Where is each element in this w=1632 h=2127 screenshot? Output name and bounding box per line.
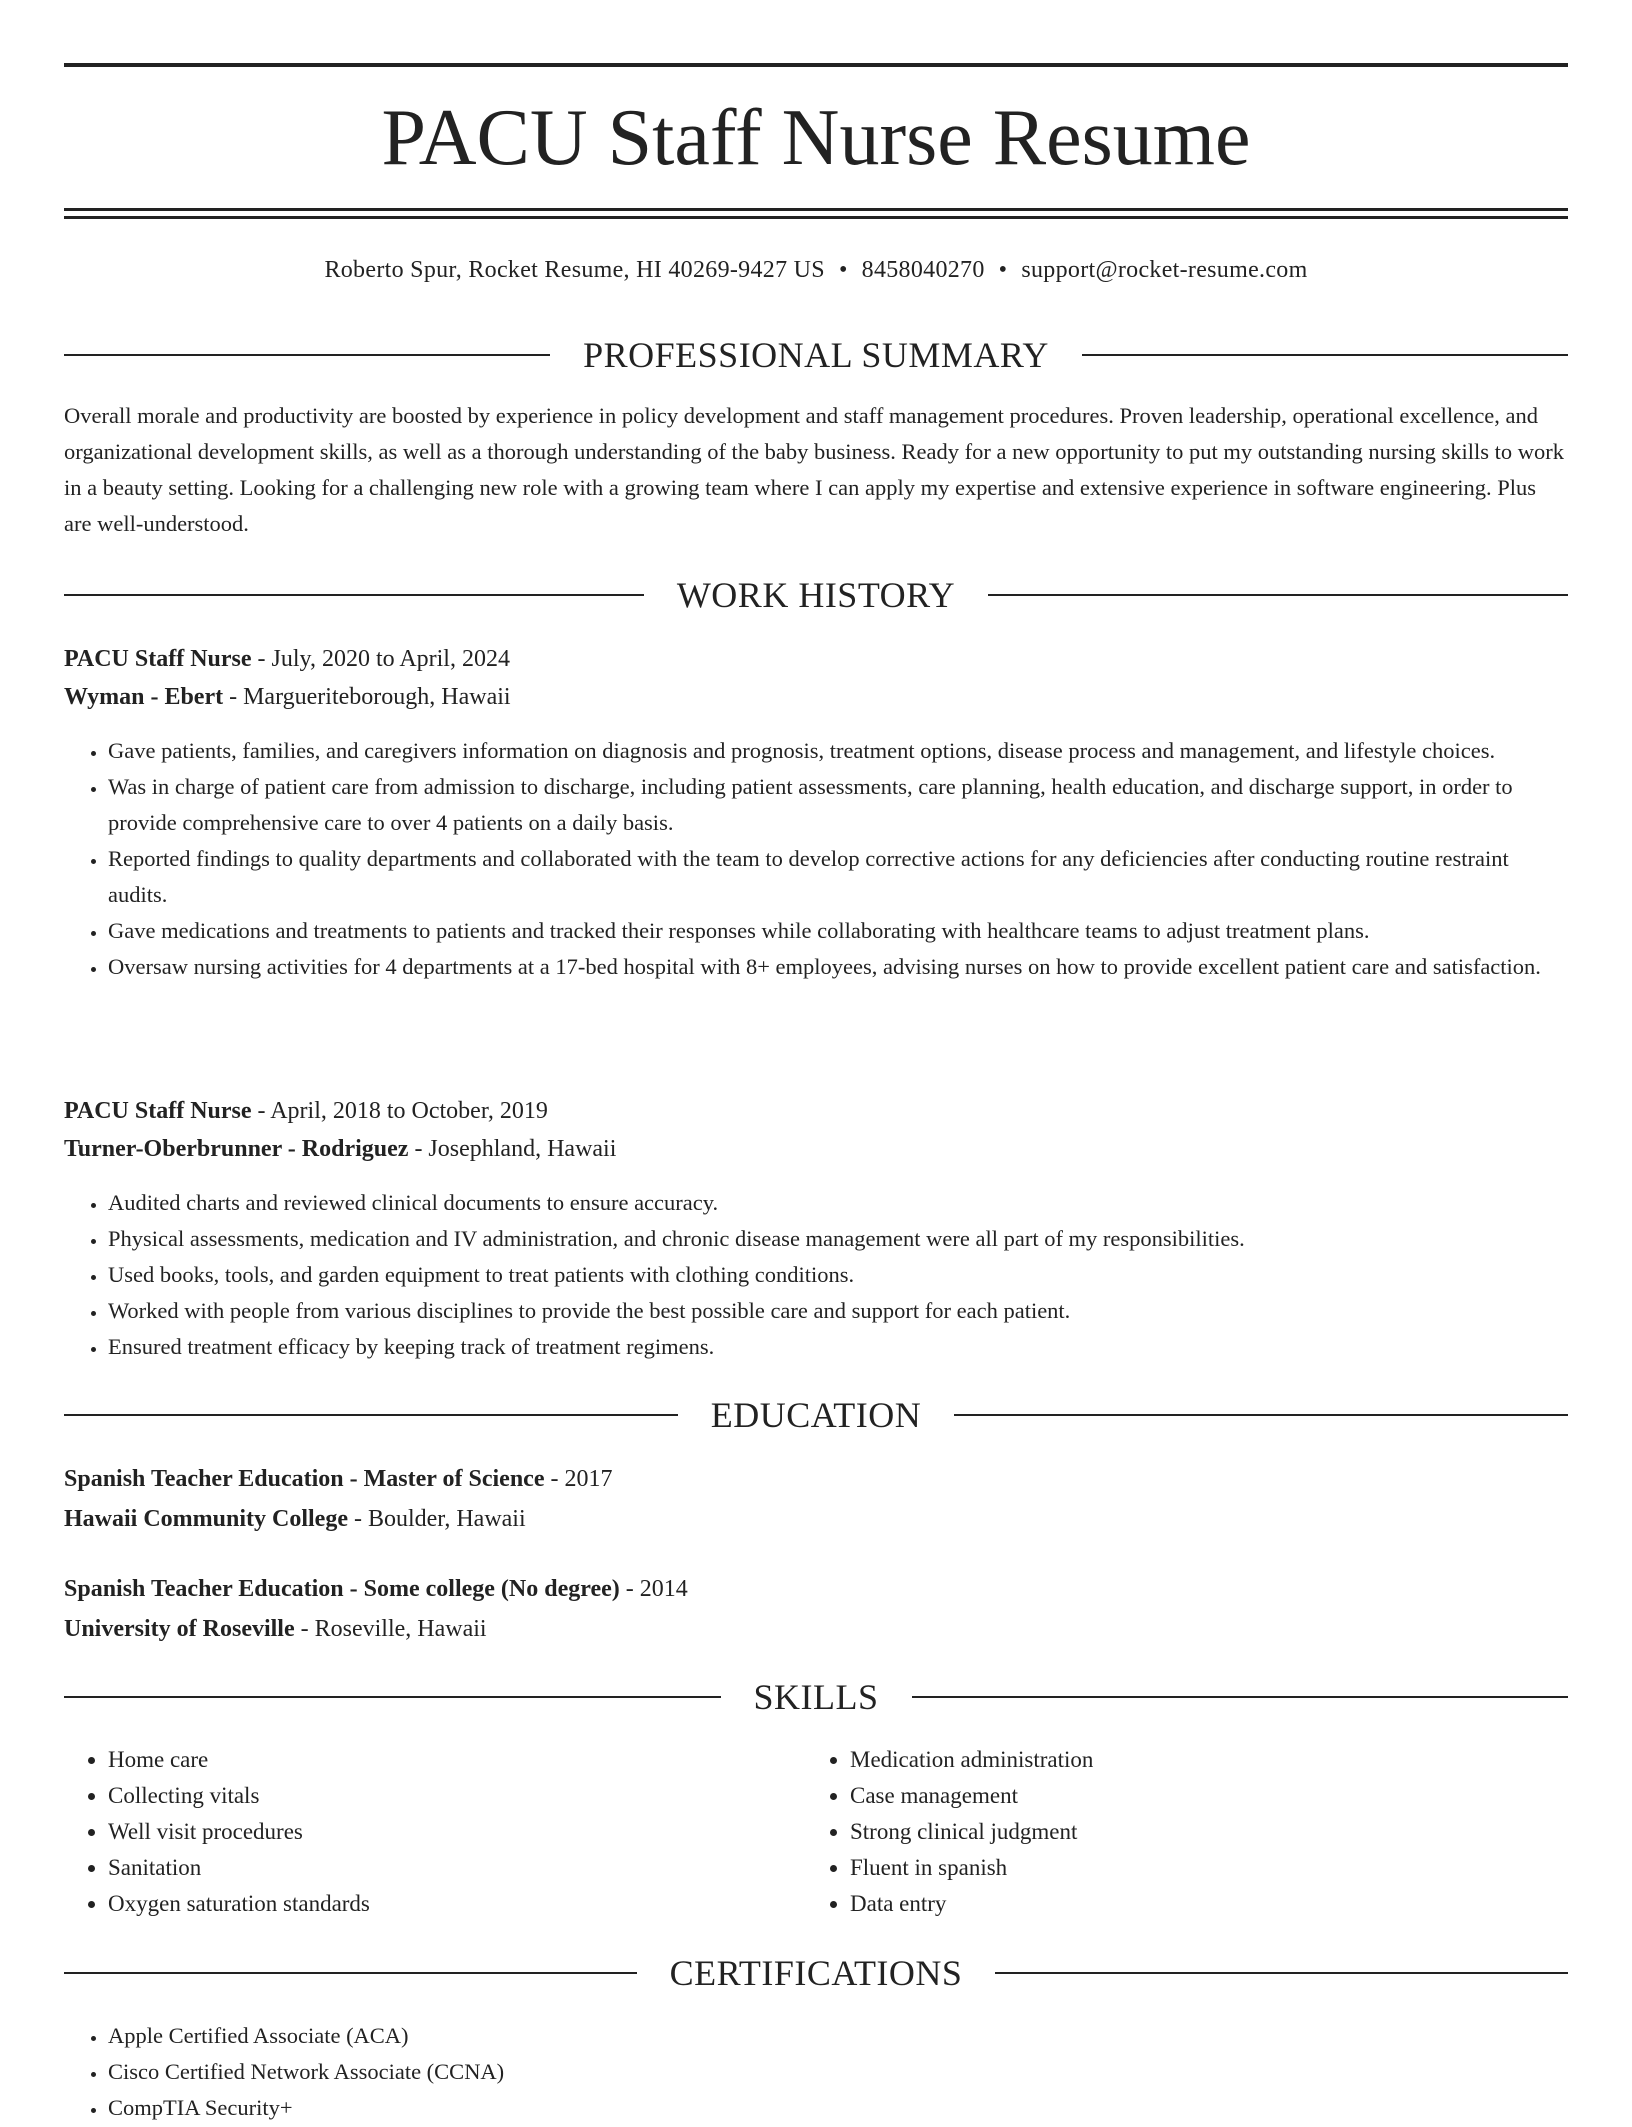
skills-list-right [806,1742,1550,1922]
list-item: • Data entry [850,1886,1550,1922]
list-item: • Cisco Certified Network Associate (CCNA) [108,2054,1568,2090]
list-item: • Used books, tools, and garden equipment to treat patients with clothing conditions. [108,1257,1568,1293]
certifications-list [64,2018,1568,2126]
job-location: - Josephland, Hawaii [408,1136,617,1162]
divider-line [988,594,1568,596]
title-rule-top [64,208,1568,211]
education-year: - 2014 [619,1576,688,1602]
divider-line [64,594,644,596]
list-item: • Physical assessments, medication and IV administration, and chronic disease management were all part of my responsibilities. [108,1221,1568,1257]
contact-address: Roberto Spur, Rocket Resume, HI 40269-9427 US [324,257,825,283]
divider-line [64,1696,721,1698]
education-year: - 2017 [544,1466,613,1492]
section-header-summary [64,333,1568,377]
education-degree-line [64,1571,688,1607]
list-item: • Gave medications and treatments to patients and tracked their responses while collaborating with healthcare teams to adjust treatment plans. [108,913,1568,949]
education-degree: Spanish Teacher Education - Master of Science [64,1466,545,1492]
divider-line [995,1972,1568,1974]
education-location: - Roseville, Hawaii [294,1616,487,1642]
list-item: • Fluent in spanish [850,1850,1550,1886]
list-item: • CompTIA Security+ [108,2090,1568,2126]
education-location: - Boulder, Hawaii [347,1506,526,1532]
section-title-education: EDUCATION [710,1395,922,1435]
summary-text: Overall morale and productivity are boosted by experience in policy development and staff management procedures. Proven leadership, operational excellence, and organizational development skills, as well as a thorough understanding of the baby business. Ready for a new opportunity to put my outstanding nursing skills to work in a beauty setting. Looking for a challenging new role with a growing team where I can apply my expertise and extensive experience in software engineering. Plus are well-understood. [64,403,1564,536]
section-title-summary: PROFESSIONAL SUMMARY [583,335,1049,375]
list-item: • Medication administration [850,1742,1550,1778]
list-item: • Oxygen saturation standards [108,1886,808,1922]
skills-list-left [64,1742,808,1922]
job-employer: Turner-Oberbrunner - Rodriguez [64,1136,409,1162]
list-item: • Apple Certified Associate (ACA) [108,2018,1568,2054]
list-item: • Gave patients, families, and caregivers information on diagnosis and prognosis, treatment options, disease process and management, and lifestyle choices. [108,733,1568,769]
job-dates: - April, 2018 to October, 2019 [251,1098,548,1124]
section-header-work [64,573,1568,617]
contact-separator: • [838,257,848,283]
job-employer: Wyman - Ebert [64,684,224,710]
list-item: • Reported findings to quality departments and collaborated with the team to develop corrective actions for any deficiencies after conducting routine restraint audits. [108,841,1568,913]
job-employer-line [64,679,511,715]
job-title-line [64,641,510,677]
contact-line [64,254,1568,286]
job-title-line [64,1093,548,1129]
list-item: • Worked with people from various disciplines to provide the best possible care and support for each patient. [108,1293,1568,1329]
top-rule [64,63,1568,67]
job-location: - Margueriteborough, Hawaii [223,684,511,710]
resume-title: PACU Staff Nurse Resume [381,94,1251,182]
list-item: • Collecting vitals [108,1778,808,1814]
job-dates: - July, 2020 to April, 2024 [251,646,510,672]
list-item: • Oversaw nursing activities for 4 departments at a 17-bed hospital with 8+ employees, advising nurses on how to provide excellent patient care and satisfaction. [108,949,1568,985]
job-title: PACU Staff Nurse [64,646,252,672]
list-item: • Ensured treatment efficacy by keeping track of treatment regimens. [108,1329,1568,1365]
section-header-education [64,1393,1568,1437]
divider-line [64,354,550,356]
education-degree: Spanish Teacher Education - Some college (No degree) [64,1576,620,1602]
list-item: • Home care [108,1742,808,1778]
divider-line [64,1414,678,1416]
contact-phone: 8458040270 [861,257,985,283]
divider-line [64,1972,637,1974]
job-duties-list [64,1185,1568,1365]
divider-line [1082,354,1568,356]
education-degree-line [64,1461,612,1497]
section-title-certifications: CERTIFICATIONS [669,1953,963,1993]
list-item: • Was in charge of patient care from admission to discharge, including patient assessments, care planning, health education, and discharge support, in order to provide comprehensive care to over 4 patients on a daily basis. [108,769,1568,841]
education-school: Hawaii Community College [64,1506,348,1532]
section-title-work: WORK HISTORY [676,575,956,615]
contact-separator: • [998,257,1008,283]
contact-email: support@rocket-resume.com [1021,257,1308,283]
list-item: • Audited charts and reviewed clinical documents to ensure accuracy. [108,1185,1568,1221]
job-title: PACU Staff Nurse [64,1098,252,1124]
job-employer-line [64,1131,616,1167]
divider-line [954,1414,1568,1416]
section-header-skills [64,1675,1568,1719]
title-rule-bottom [64,216,1568,219]
job-duties-list [64,733,1568,985]
list-item: • Strong clinical judgment [850,1814,1550,1850]
education-school-line [64,1611,487,1647]
list-item: • Sanitation [108,1850,808,1886]
education-school: University of Roseville [64,1616,295,1642]
list-item: • Well visit procedures [108,1814,808,1850]
divider-line [912,1696,1569,1698]
education-school-line [64,1501,526,1537]
section-title-skills: SKILLS [753,1677,879,1717]
section-header-certifications [64,1951,1568,1995]
list-item: • Case management [850,1778,1550,1814]
